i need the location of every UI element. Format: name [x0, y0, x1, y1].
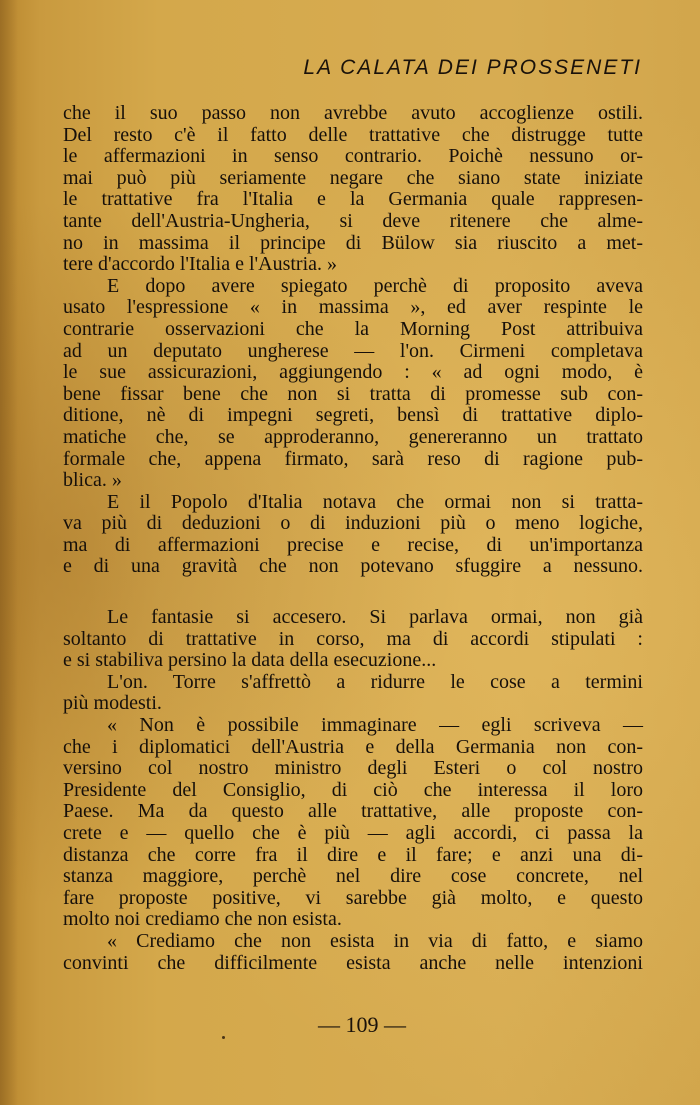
text-line: E dopo avere spiegato perchè di proposito aveva: [107, 274, 643, 297]
text-line: e di una gravità che non potevano sfuggire a nessuno.: [63, 555, 643, 578]
text-line: formale che, appena firmato, sarà reso di ragione pub-: [63, 447, 643, 470]
page-number: — 109 —: [318, 1012, 406, 1037]
text-line: che il suo passo non avrebbe avuto accoglienze ostili.: [63, 102, 643, 124]
text-line: fare proposte positive, vi sarebbe già molto, e questo: [63, 886, 643, 909]
text-line: matiche che, se approderanno, genereranno un trattato: [63, 425, 643, 448]
text-line: E il Popolo d'Italia notava che ormai non si tratta-: [107, 490, 643, 513]
text-line: Del resto c'è il fatto delle trattative che distrugge tutte: [63, 123, 643, 146]
running-header: LA CALATA DEI PROSSENETI: [303, 56, 642, 79]
text-line: Le fantasie si accesero. Si parlava ormai, non già: [107, 606, 643, 629]
text-line: blica. »: [63, 469, 122, 492]
text-line: le trattative fra l'Italia e la Germania quale rappresen-: [63, 188, 643, 211]
text-line: ma di affermazioni precise e recise, di un'importanza: [63, 533, 643, 556]
text-line: tante dell'Austria-Ungheria, si deve ritenere che alme-: [63, 209, 643, 232]
text-line: L'on. Torre s'affrettò a ridurre le cose a termini: [107, 670, 643, 693]
text-line: soltanto di trattative in corso, ma di accordi stipulati :: [63, 627, 643, 650]
text-line: bene fissar bene che non si tratta di promesse sub con-: [63, 382, 643, 405]
body-text: [63, 103, 643, 974]
text-line: Presidente del Consiglio, di ciò che interessa il loro: [63, 778, 643, 801]
text-line: convinti che difficilmente esista anche nelle intenzioni: [63, 951, 643, 974]
text-line: stanza maggiore, perchè nel dire cose concrete, nel: [63, 865, 643, 888]
text-line: va più di deduzioni o di induzioni più o meno logiche,: [63, 512, 643, 535]
text-line: molto noi crediamo che non esista.: [63, 908, 342, 931]
text-line: « Non è possibile immaginare — egli scriveva —: [107, 714, 643, 737]
text-line: e si stabiliva persino la data della esecuzione...: [63, 649, 437, 672]
text-section-2: [63, 607, 643, 974]
text-line: tere d'accordo l'Italia e l'Austria. »: [63, 253, 338, 276]
text-line: « Crediamo che non esista in via di fatto, e siamo: [107, 929, 643, 952]
text-line: mai può più seriamente negare che siano state iniziate: [63, 166, 643, 189]
text-line: le sue assicurazioni, aggiungendo : « ad ogni modo, è: [63, 361, 643, 384]
text-line: ad un deputato ungherese — l'on. Cirmeni completava: [63, 339, 643, 362]
text-line: distanza che corre fra il dire e il fare; e anzi una di-: [63, 843, 643, 866]
page-spine-shadow: [0, 0, 18, 1105]
text-line: che i diplomatici dell'Austria e della Germania non con-: [63, 735, 643, 758]
text-line: più modesti.: [63, 692, 162, 715]
text-section-1: [63, 103, 643, 578]
text-line: le affermazioni in senso contrario. Poichè nessuno or-: [63, 145, 643, 168]
text-line: versino col nostro ministro degli Esteri o col nostro: [63, 757, 643, 780]
text-line: Paese. Ma da questo alle trattative, alle proposte con-: [63, 800, 643, 823]
text-line: usato l'espressione « in massima », ed aver respinte le: [63, 296, 643, 319]
text-line: no in massima il principe di Bülow sia riuscito a met-: [63, 231, 643, 254]
text-line: ditione, nè di impegni segreti, bensì di trattative diplo-: [63, 404, 643, 427]
section-break: [63, 578, 643, 607]
text-line: contrarie osservazioni che la Morning Post attribuiva: [63, 317, 643, 340]
print-speck: [222, 1036, 225, 1039]
text-line: crete e — quello che è più — agli accordi, ci passa la: [63, 822, 643, 844]
